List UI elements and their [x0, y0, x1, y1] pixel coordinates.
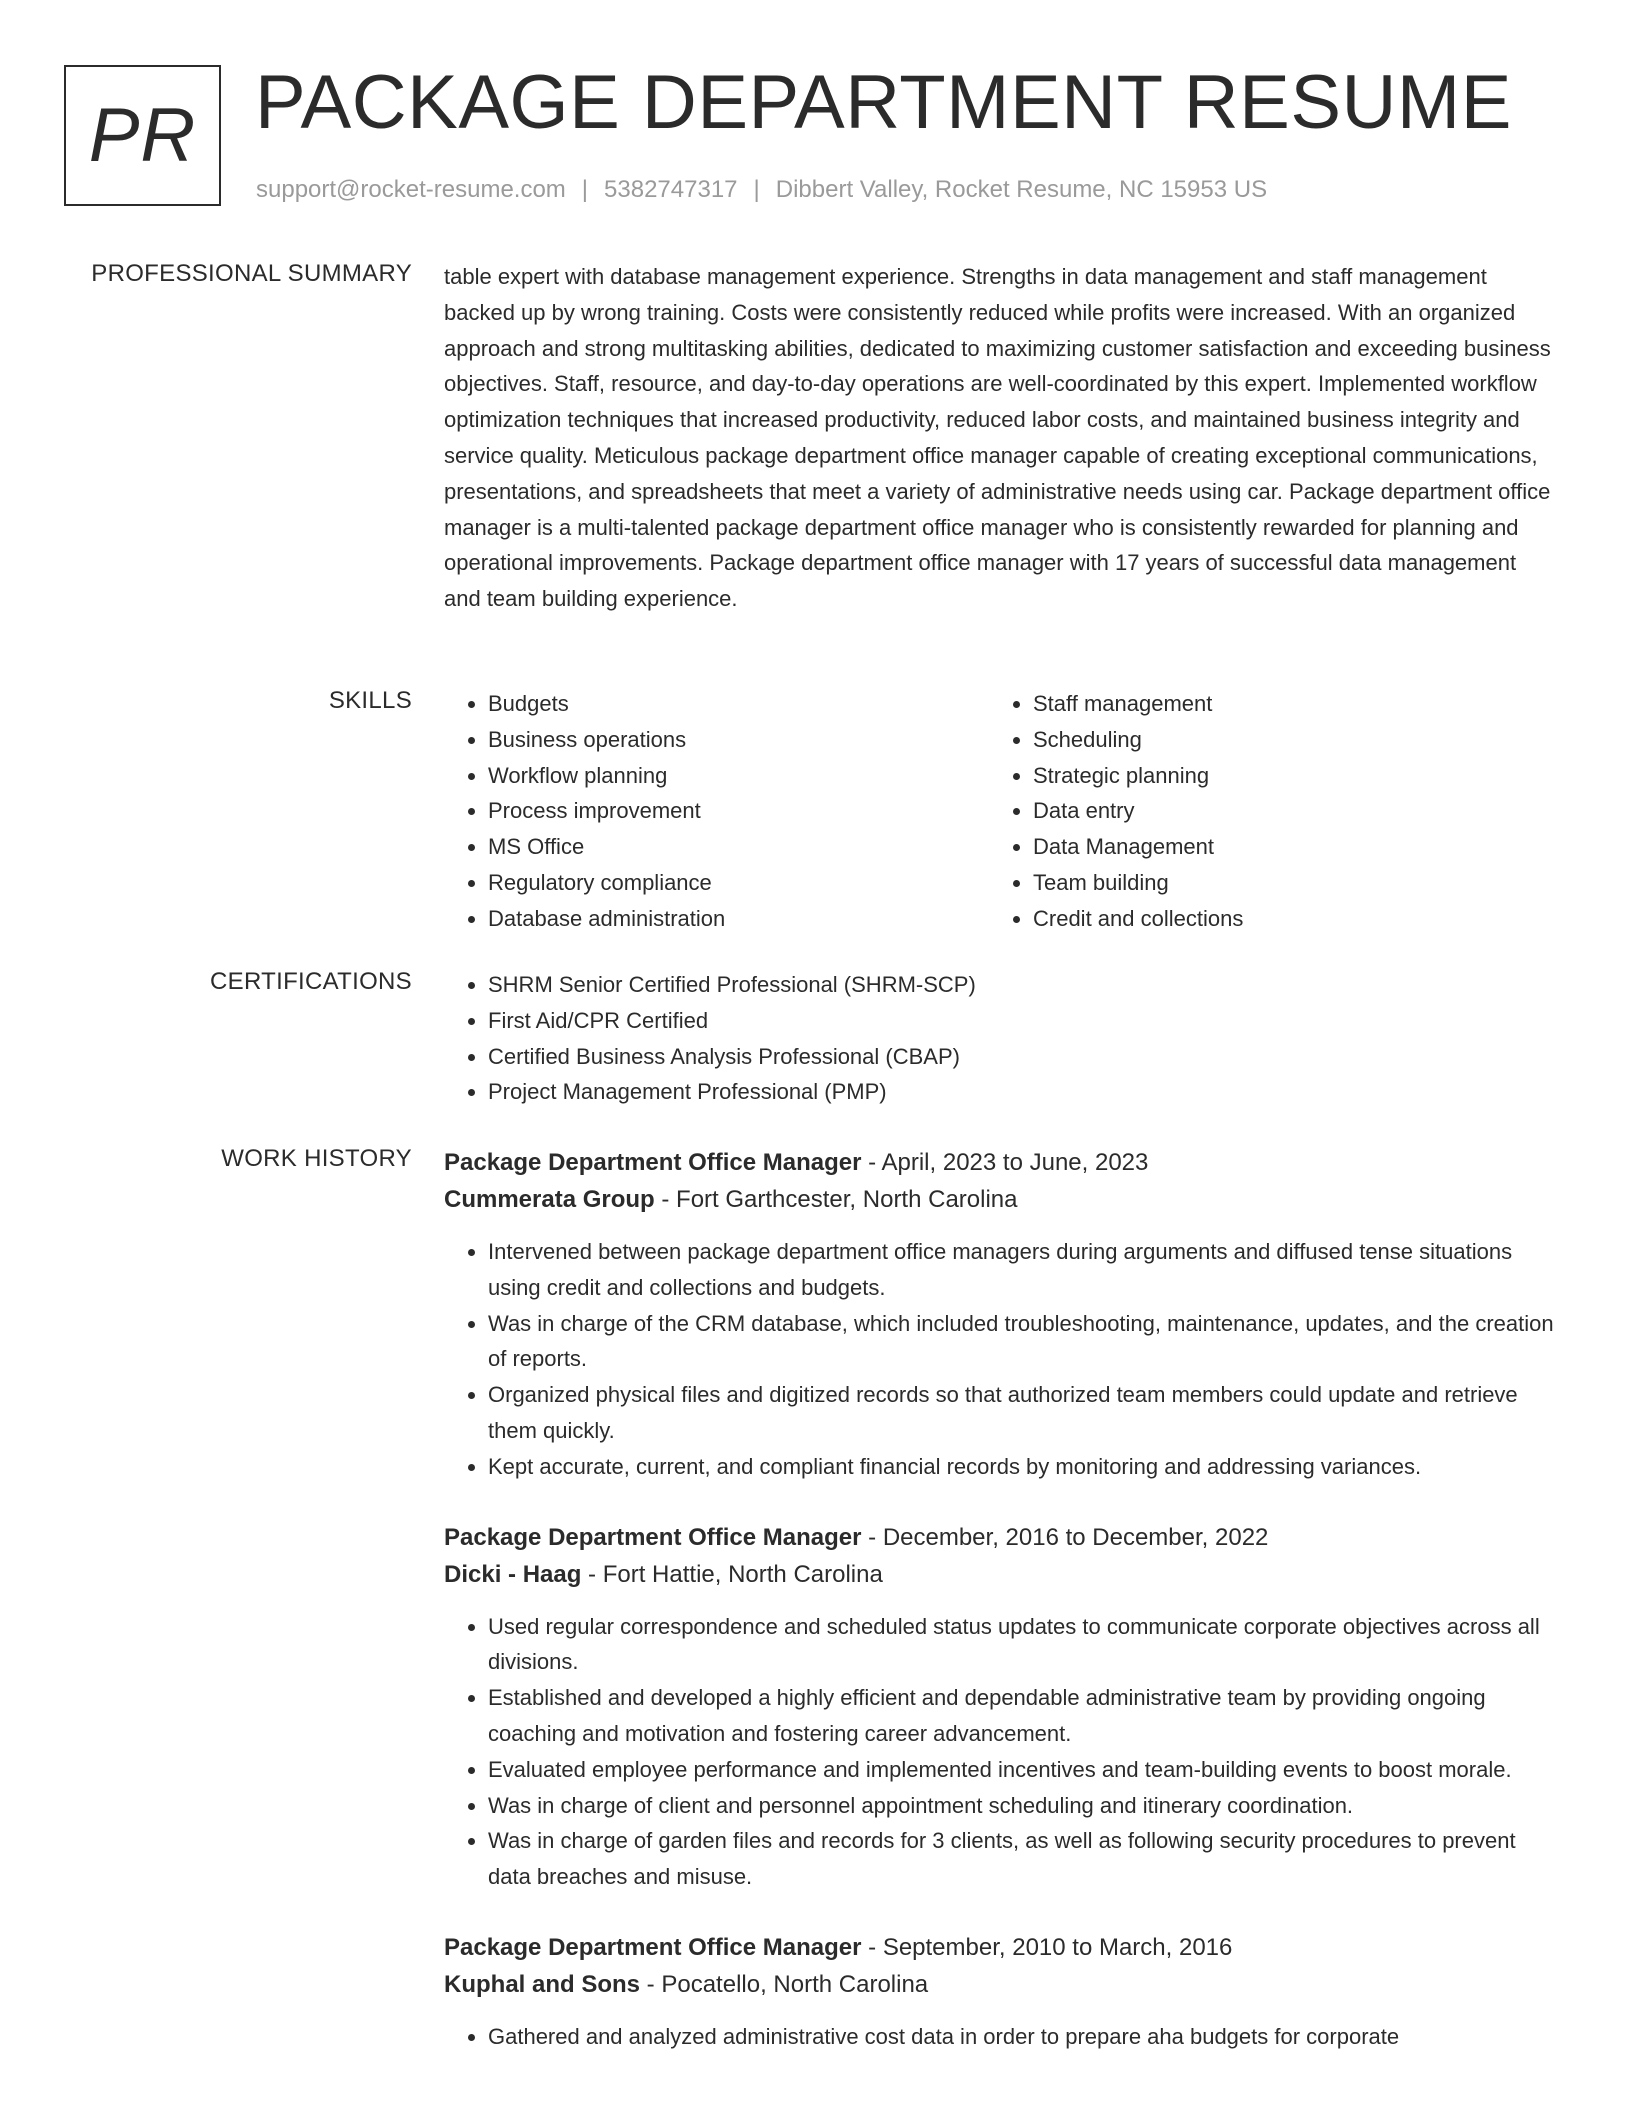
- certifications-list: [444, 967, 1556, 1110]
- dash-separator: -: [581, 1560, 603, 1588]
- job-duty-item: • Evaluated employee performance and implemented incentives and team-building events to boost morale.: [488, 1752, 1556, 1788]
- job-location: Pocatello, North Carolina: [661, 1970, 929, 1998]
- job-duty-item: • Organized physical files and digitized records so that authorized team members could update and retrieve them quickly.: [488, 1377, 1556, 1449]
- job-title-line: [444, 1929, 1556, 1966]
- job-company: Cummerata Group: [444, 1186, 655, 1213]
- skills-list-left: [444, 686, 989, 937]
- job-title: Package Department Office Manager: [444, 1933, 862, 1961]
- skill-item: • Credit and collections: [1033, 901, 1534, 937]
- skills-heading: SKILLS: [328, 687, 412, 714]
- job-duty-item: • Was in charge of garden files and records for 3 clients, as well as following security procedures to prevent data breaches and misuse.: [488, 1823, 1556, 1895]
- skill-item: • Scheduling: [1033, 722, 1534, 758]
- certification-item: • First Aid/CPR Certified: [488, 1003, 1556, 1039]
- monogram-badge: [64, 65, 221, 206]
- dash-separator: -: [640, 1970, 662, 1998]
- certification-item: • Certified Business Analysis Professional (CBAP): [488, 1039, 1556, 1075]
- job-title: Package Department Office Manager: [444, 1523, 862, 1551]
- job-duty-item: • Was in charge of the CRM database, which included troubleshooting, maintenance, updates, and the creation of reports.: [488, 1306, 1556, 1378]
- job-duty-item: • Kept accurate, current, and compliant financial records by monitoring and addressing variances.: [488, 1449, 1556, 1485]
- skill-item: • Strategic planning: [1033, 758, 1534, 794]
- job-duty-item: • Established and developed a highly efficient and dependable administrative team by providing ongoing coaching and motivation and fostering career advancement.: [488, 1680, 1556, 1752]
- summary-text: table expert with database management experience. Strengths in data management and staff management backed up by wrong training. Costs were consistently reduced while profits were increased. With an organized approach and strong multitasking abilities, dedicated to maximizing customer satisfaction and exceeding business objectives. Staff, resource, and day-to-day operations are well-coordinated by this expert. Implemented workflow optimization techniques that increased productivity, reduced labor costs, and maintained business integrity and service quality. Meticulous package department office manager capable of creating exceptional communications, presentations, and spreadsheets that meet a variety of administrative needs using car. Package department office manager is a multi-talented package department office manager who is consistently rewarded for planning and operational improvements. Package department office manager with 17 years of successful data management and team building experience.: [444, 264, 1551, 612]
- job-company-line: [444, 1181, 1556, 1218]
- skill-item: • Data entry: [1033, 793, 1534, 829]
- job-duty-item: • Used regular correspondence and scheduled status updates to communicate corporate objectives across all divisions.: [488, 1609, 1556, 1681]
- dash-separator: -: [861, 1933, 883, 1961]
- job-title: Package Department Office Manager: [444, 1149, 862, 1176]
- job-company-line: [444, 1966, 1556, 2003]
- job-dates: April, 2023 to June, 2023: [881, 1149, 1149, 1176]
- skill-item: • MS Office: [488, 829, 989, 865]
- job-location: Fort Garthcester, North Carolina: [676, 1186, 1018, 1213]
- skill-item: • Workflow planning: [488, 758, 989, 794]
- job-duties-list: [444, 1609, 1556, 1895]
- contact-separator: |: [581, 176, 589, 203]
- job-entry: [444, 1144, 1556, 1485]
- skills-list-right: [989, 686, 1534, 937]
- job-duty-item: • Gathered and analyzed administrative cost data in order to prepare aha budgets for corporate: [488, 2019, 1556, 2055]
- contact-line: [256, 175, 1267, 205]
- contact-phone: 5382747317: [604, 176, 738, 203]
- contact-separator: |: [753, 176, 760, 203]
- dash-separator: -: [861, 1149, 882, 1176]
- dash-separator: -: [654, 1186, 677, 1213]
- job-location: Fort Hattie, North Carolina: [602, 1560, 883, 1588]
- job-company-line: [444, 1556, 1556, 1593]
- skill-item: • Process improvement: [488, 793, 989, 829]
- monogram-initials: PR: [88, 93, 197, 178]
- skill-item: • Team building: [1033, 865, 1534, 901]
- skill-item: • Data Management: [1033, 829, 1534, 865]
- skill-item: • Budgets: [488, 686, 989, 722]
- work-history-heading: WORK HISTORY: [221, 1145, 412, 1172]
- certifications-heading: CERTIFICATIONS: [210, 968, 412, 995]
- summary-body: [444, 259, 1556, 617]
- job-company: Kuphal and Sons: [444, 1970, 641, 1998]
- job-title-line: [444, 1519, 1556, 1556]
- job-entry: [444, 1929, 1556, 2055]
- job-duties-list: [444, 2019, 1556, 2055]
- work-history-body: [444, 1144, 1556, 2089]
- certification-item: • Project Management Professional (PMP): [488, 1074, 1556, 1110]
- skill-item: • Staff management: [1033, 686, 1534, 722]
- job-dates: December, 2016 to December, 2022: [882, 1523, 1269, 1551]
- summary-heading: PROFESSIONAL SUMMARY: [91, 260, 412, 287]
- skills-body: [444, 686, 1556, 937]
- job-duties-list: [444, 1234, 1556, 1485]
- contact-email: support@rocket-resume.com: [256, 176, 566, 203]
- job-dates: September, 2010 to March, 2016: [882, 1933, 1233, 1961]
- job-title-line: [444, 1144, 1556, 1181]
- job-entry: [444, 1519, 1556, 1895]
- certification-item: • SHRM Senior Certified Professional (SHRM-SCP): [488, 967, 1556, 1003]
- job-company: Dicki - Haag: [444, 1560, 582, 1588]
- dash-separator: -: [861, 1523, 883, 1551]
- job-duty-item: • Intervened between package department office managers during arguments and diffused tense situations using credit and collections and budgets.: [488, 1234, 1556, 1306]
- skill-item: • Business operations: [488, 722, 989, 758]
- contact-address: Dibbert Valley, Rocket Resume, NC 15953 US: [775, 176, 1268, 203]
- certifications-body: [444, 967, 1556, 1110]
- skill-item: • Database administration: [488, 901, 989, 937]
- job-duty-item: • Was in charge of client and personnel appointment scheduling and itinerary coordination.: [488, 1788, 1556, 1824]
- resume-title: PACKAGE DEPARTMENT RESUME: [255, 60, 1512, 145]
- skill-item: • Regulatory compliance: [488, 865, 989, 901]
